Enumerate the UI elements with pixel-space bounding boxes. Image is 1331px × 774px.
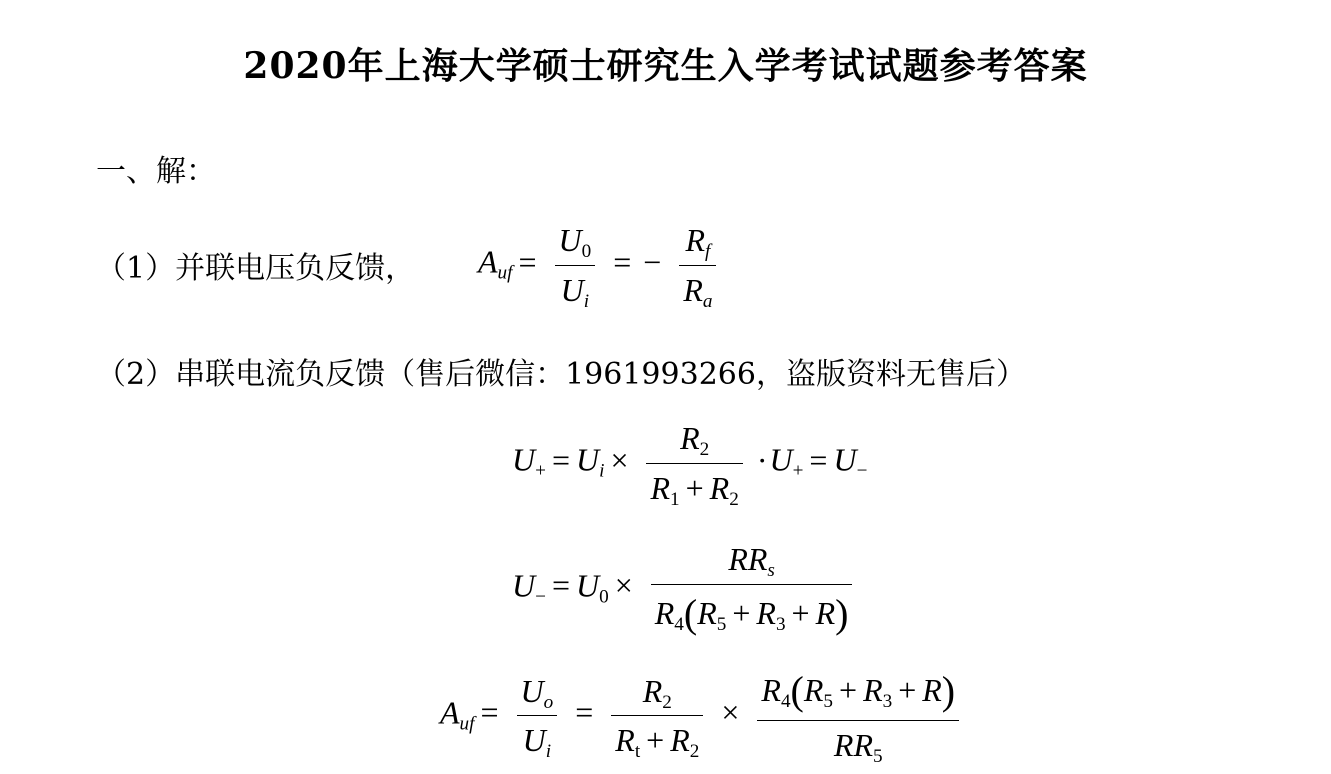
item-1-text: （1）并联电压负反馈， [96,251,416,286]
equation-3: $U_- = U_0$ × $\frac{RR_s}{R_4(R_5 + R_3 + R)}$ [512,541,856,637]
equation-4: $A_{uf}$ = $\frac{U_o}{U_i}$ = $\frac{R_2}{R_t + R_2}$ × $\frac{R_4(R_5 + R_3 + R)}{RR_5}$ [440,668,963,764]
item-2-text: （2）串联电流负反馈（售后微信：1961993266，盗版资料无售后） [96,357,1026,392]
equation-1: $A_{uf}$ = $\frac{U_0}{U_i}$ = − $\frac{R_f}{R_a}$ [478,222,720,309]
equation-2: $U_+ = U_i$ × $\frac{R_2}{R_1 + R_2}$ $\cdot U_+ = U_-$ [512,420,868,510]
section-heading: 一、解： [96,154,216,189]
document-title: 2020年上海大学硕士研究生入学考试试题参考答案 [243,45,1088,87]
